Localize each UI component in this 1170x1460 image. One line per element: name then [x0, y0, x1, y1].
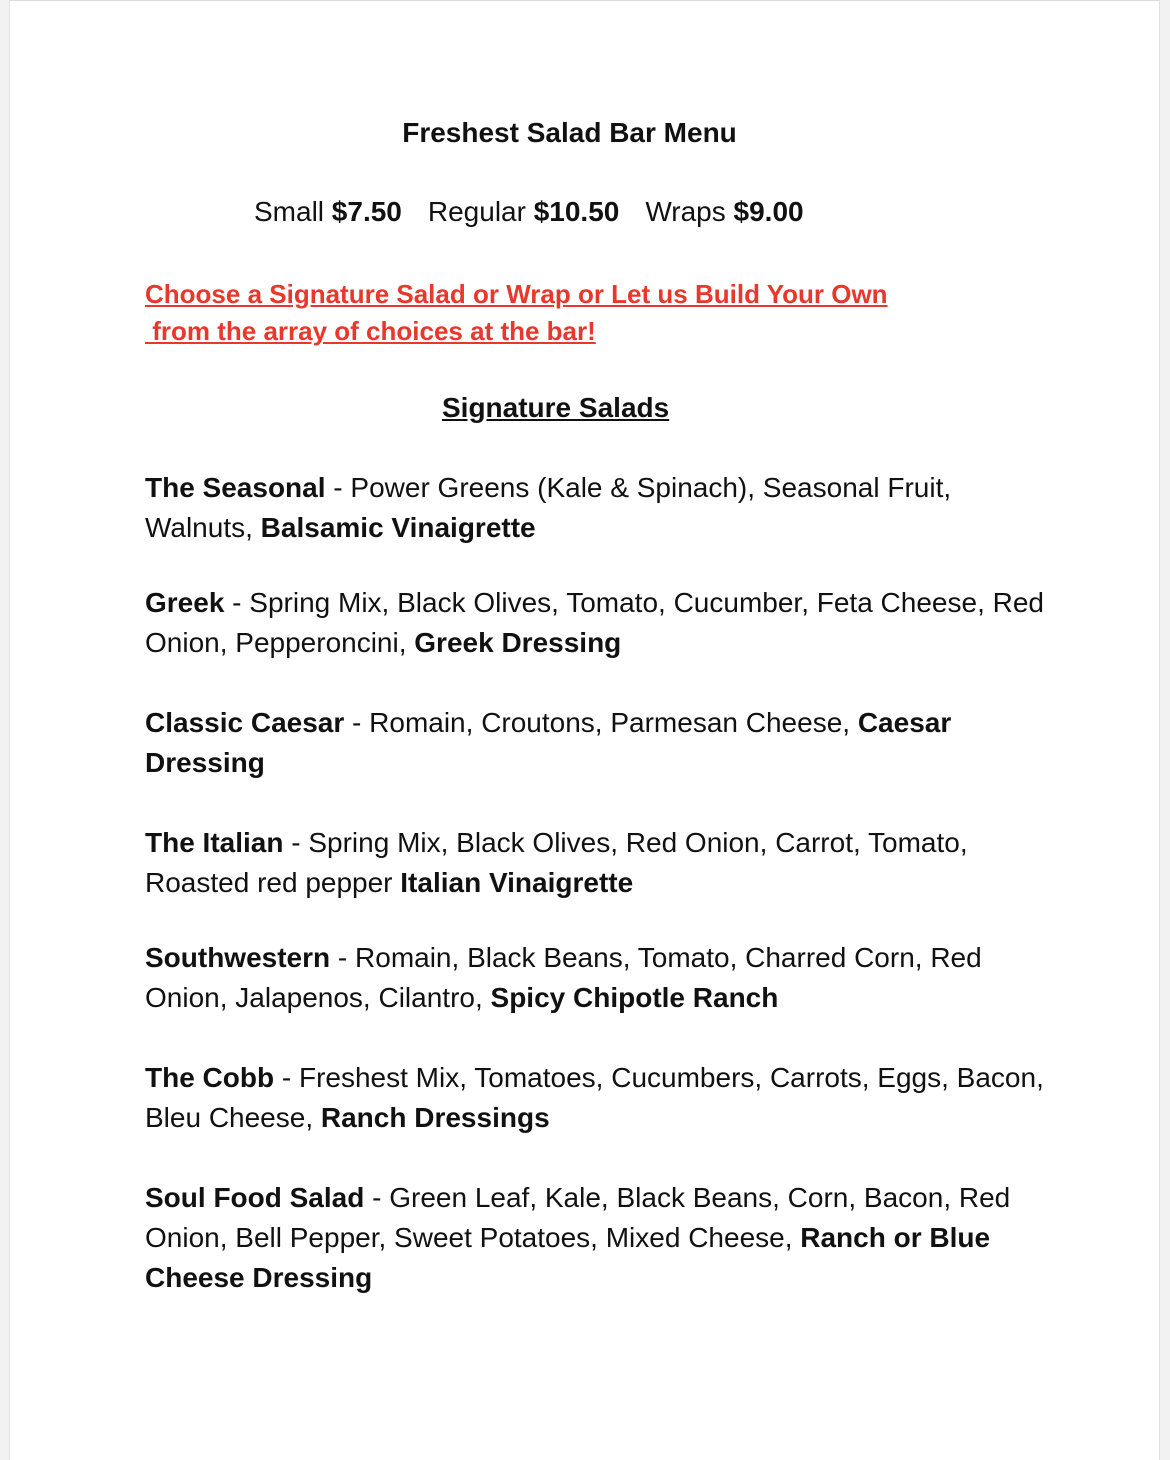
- salad-ingredients: - Green Leaf, Kale, Black Beans, Corn, Bacon, Red Onion, Bell Pepper, Sweet Potatoes, Mixed Cheese,: [145, 1182, 1011, 1253]
- salad-dressing: Ranch or Blue Cheese Dressing: [145, 1222, 991, 1293]
- salad-ingredients: - Spring Mix, Black Olives, Red Onion, Carrot, Tomato, Roasted red pepper: [145, 827, 968, 898]
- salad-dressing: Spicy Chipotle Ranch: [490, 982, 779, 1013]
- wraps-price: $9.00: [733, 196, 804, 227]
- regular-label: Regular: [427, 196, 526, 227]
- small-price: $7.50: [331, 196, 402, 227]
- salad-item-southwestern: [145, 938, 1045, 1018]
- salad-name: The Italian: [145, 827, 284, 858]
- menu-title: Freshest Salad Bar Menu: [402, 117, 737, 148]
- wraps-label: Wraps: [645, 196, 726, 227]
- salad-item-seasonal: [145, 468, 1045, 548]
- salad-name: Classic Caesar: [145, 707, 345, 738]
- callout-line-1: Choose a Signature Salad or Wrap or Let us Build Your Own: [145, 279, 888, 309]
- salad-dressing: Greek Dressing: [414, 627, 622, 658]
- section-heading: Signature Salads: [442, 392, 670, 423]
- salad-item-italian: [145, 823, 1045, 903]
- small-label: Small: [254, 196, 325, 227]
- salad-ingredients: - Spring Mix, Black Olives, Tomato, Cucumber, Feta Cheese, Red Onion, Pepperoncini,: [145, 587, 1044, 658]
- salad-item-greek: [145, 583, 1045, 663]
- salad-name: Southwestern: [145, 942, 331, 973]
- salad-ingredients: - Romain, Black Beans, Tomato, Charred Corn, Red Onion, Jalapenos, Cilantro,: [145, 942, 982, 1013]
- regular-price: $10.50: [533, 196, 620, 227]
- build-your-own-callout: [145, 276, 888, 350]
- salad-item-caesar: [145, 703, 1045, 783]
- salad-item-soul-food: [145, 1178, 1045, 1298]
- salad-dressing: Italian Vinaigrette: [400, 867, 634, 898]
- salad-name: The Seasonal: [145, 472, 326, 503]
- price-list: [254, 196, 804, 228]
- salad-name: The Cobb: [145, 1062, 275, 1093]
- salad-name: Greek: [145, 587, 225, 618]
- salad-name: Soul Food Salad: [145, 1182, 365, 1213]
- salad-ingredients: - Freshest Mix, Tomatoes, Cucumbers, Carrots, Eggs, Bacon, Bleu Cheese,: [145, 1062, 1044, 1133]
- salad-dressing: Ranch Dressings: [320, 1102, 550, 1133]
- salad-item-cobb: [145, 1058, 1045, 1138]
- salad-ingredients: - Romain, Croutons, Parmesan Cheese,: [344, 707, 858, 738]
- salad-ingredients: - Power Greens (Kale & Spinach), Seasonal Fruit, Walnuts,: [145, 472, 952, 543]
- salad-dressing: Balsamic Vinaigrette: [260, 512, 536, 543]
- menu-page: [9, 0, 1160, 1460]
- callout-line-2: from the array of choices at the bar!: [145, 316, 596, 346]
- salad-dressing: Caesar Dressing: [145, 707, 952, 778]
